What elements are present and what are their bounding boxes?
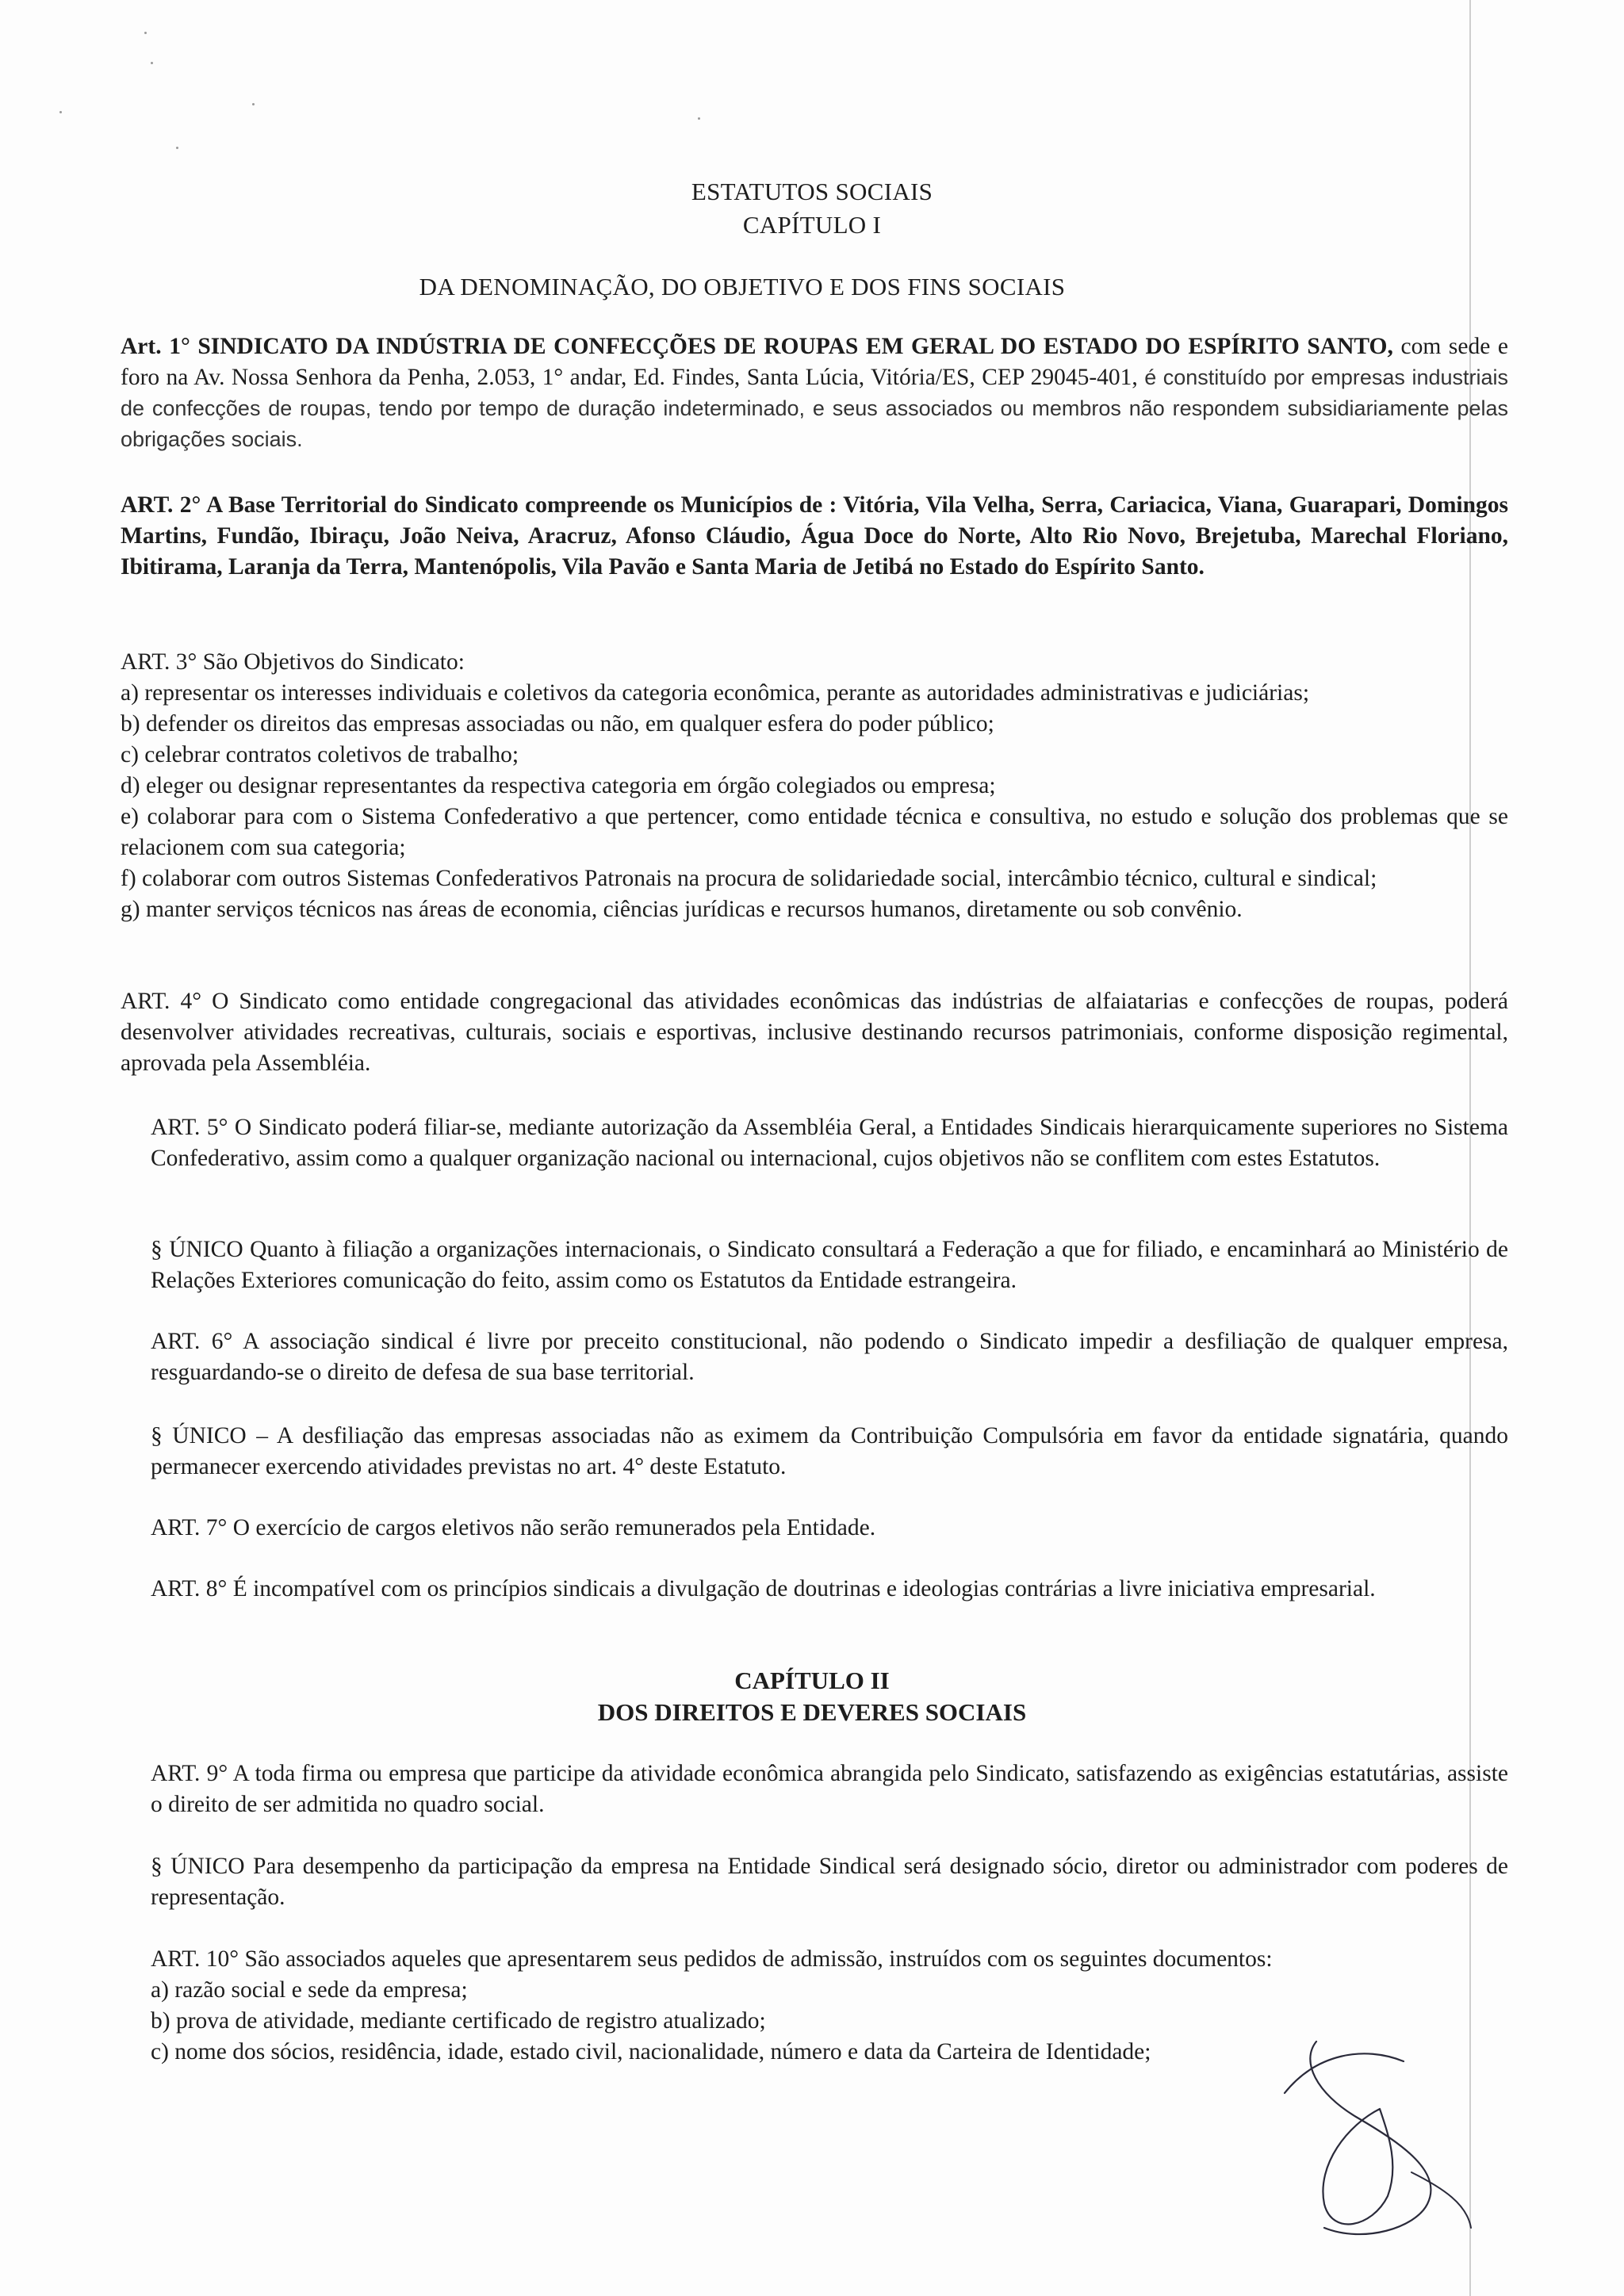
article-6: ART. 6° A associação sindical é livre por preceito constitucional, não podendo o Sindicato impedir a desfiliação de qualquer empresa, resguardando-se o direito de defesa de sua base territorial. — [151, 1329, 1508, 1385]
chapter-heading: CAPÍTULO I — [742, 211, 882, 239]
handwritten-initials-signature — [1269, 2030, 1475, 2252]
list-item: g) manter serviços técnicos nas áreas de economia, ciências jurídicas e recursos humanos, diretamente ou sob convênio. — [121, 897, 1243, 922]
list-item: f) colaborar com outros Sistemas Confederativos Patronais na procura de solidariedade social, intercâmbio técnico, cultural e sindical; — [121, 866, 1377, 891]
chapter-2-heading: CAPÍTULO II — [734, 1667, 890, 1694]
chapter-2-subtitle: DOS DIREITOS E DEVERES SOCIAIS — [597, 1698, 1027, 1726]
article-4: ART. 4° O Sindicato como entidade congregacional das atividades econômicas das indústrias de alfaiatarias e confecções de roupas, poderá desenvolver atividades recreativas, culturais, sociais e esportivas, inclusive destinando recursos patrimoniais, conforme disposição regimental, aprovada pela Assembléia. — [121, 989, 1508, 1076]
article-5-paragraph-unico: § ÚNICO Quanto à filiação a organizações internacionais, o Sindicato consultará a Federação a que for filiado, e encaminhará ao Ministério de Relações Exteriores comunicação do feito, assim como os Estatutos da Entidade estrangeira. — [151, 1237, 1508, 1293]
article-1 — [121, 331, 1508, 455]
list-item: e) colaborar para com o Sistema Confederativo a que pertencer, como entidade técnica e consultiva, no estudo e solução dos problemas que se relacionem com sua categoria; — [121, 804, 1508, 860]
article-1-lead: Art. 1° SINDICATO DA INDÚSTRIA DE CONFECÇÕES DE ROUPAS EM GERAL DO ESTADO DO ESPÍRITO SANTO, — [121, 334, 1393, 359]
list-item: d) eleger ou designar representantes da respectiva categoria em órgão colegiados ou empresa; — [121, 773, 996, 798]
list-item: b) defender os direitos das empresas associadas ou não, em qualquer esfera do poder público; — [121, 711, 994, 737]
list-item: a) razão social e sede da empresa; — [151, 1977, 468, 2003]
article-6-paragraph-unico: § ÚNICO – A desfiliação das empresas associadas não as eximem da Contribuição Compulsória em favor da entidade signatária, quando permanecer exercendo atividades previstas no art. 4° deste Estatuto. — [151, 1423, 1508, 1479]
document-title: ESTATUTOS SOCIAIS — [691, 178, 933, 205]
list-item: a) representar os interesses individuais e coletivos da categoria econômica, perante as autoridades administrativas e judiciárias; — [121, 680, 1310, 706]
article-2: ART. 2° A Base Territorial do Sindicato compreende os Municípios de : Vitória, Vila Velha, Serra, Cariacica, Viana, Guarapari, Domingos Martins, Fundão, Ibiraçu, João Neiva, Aracruz, Afonso Cláudio, Água Doce do Norte, Alto Rio Novo, Brejetuba, Marechal Floriano, Ibitirama, Laranja da Terra, Mantenópolis, Vila Pavão e Santa Maria de Jetibá no Estado do Espírito Santo. — [121, 492, 1508, 580]
section-heading: DA DENOMINAÇÃO, DO OBJETIVO E DOS FINS SOCIAIS — [419, 273, 1066, 300]
article-5: ART. 5° O Sindicato poderá filiar-se, mediante autorização da Assembléia Geral, a Entidades Sindicais hierarquicamente superiores no Sistema Confederativo, assim como a qualquer organização nacional ou internacional, cujos objetivos não se conflitem com estes Estatutos. — [151, 1115, 1508, 1171]
article-3-intro: ART. 3° São Objetivos do Sindicato: — [121, 649, 465, 675]
list-item: c) nome dos sócios, residência, idade, estado civil, nacionalidade, número e data da Carteira de Identidade; — [151, 2039, 1151, 2064]
article-9-paragraph-unico: § ÚNICO Para desempenho da participação da empresa na Entidade Sindical será designado sócio, diretor ou administrador com poderes de representação. — [151, 1854, 1508, 1910]
article-1-text: com sede e foro na Av. Nossa Senhora da Penha, 2.053, 1° andar, Ed. Findes, Santa Lúcia, Vitória/ES, CEP 29045-401, — [121, 334, 1508, 390]
article-8: ART. 8° É incompatível com os princípios sindicais a divulgação de doutrinas e ideologias contrárias a livre iniciativa empresarial. — [151, 1576, 1376, 1601]
article-1-text-continued: é constituído por empresas industriais de confecções de roupas, tendo por tempo de duração indeterminado, e seus associados ou membros não respondem subsidiariamente pelas obrigações sociais. — [121, 365, 1509, 451]
article-10-intro: ART. 10° São associados aqueles que apresentarem seus pedidos de admissão, instruídos com os seguintes documentos: — [151, 1946, 1273, 1972]
article-7: ART. 7° O exercício de cargos eletivos não serão remunerados pela Entidade. — [151, 1515, 876, 1540]
list-item: b) prova de atividade, mediante certificado de registro atualizado; — [151, 2008, 766, 2034]
list-item: c) celebrar contratos coletivos de trabalho; — [121, 742, 519, 767]
article-3 — [121, 647, 1508, 925]
article-9: ART. 9° A toda firma ou empresa que participe da atividade econômica abrangida pelo Sindicato, satisfazendo as exigências estatutárias, assiste o direito de ser admitida no quadro social. — [151, 1761, 1508, 1817]
